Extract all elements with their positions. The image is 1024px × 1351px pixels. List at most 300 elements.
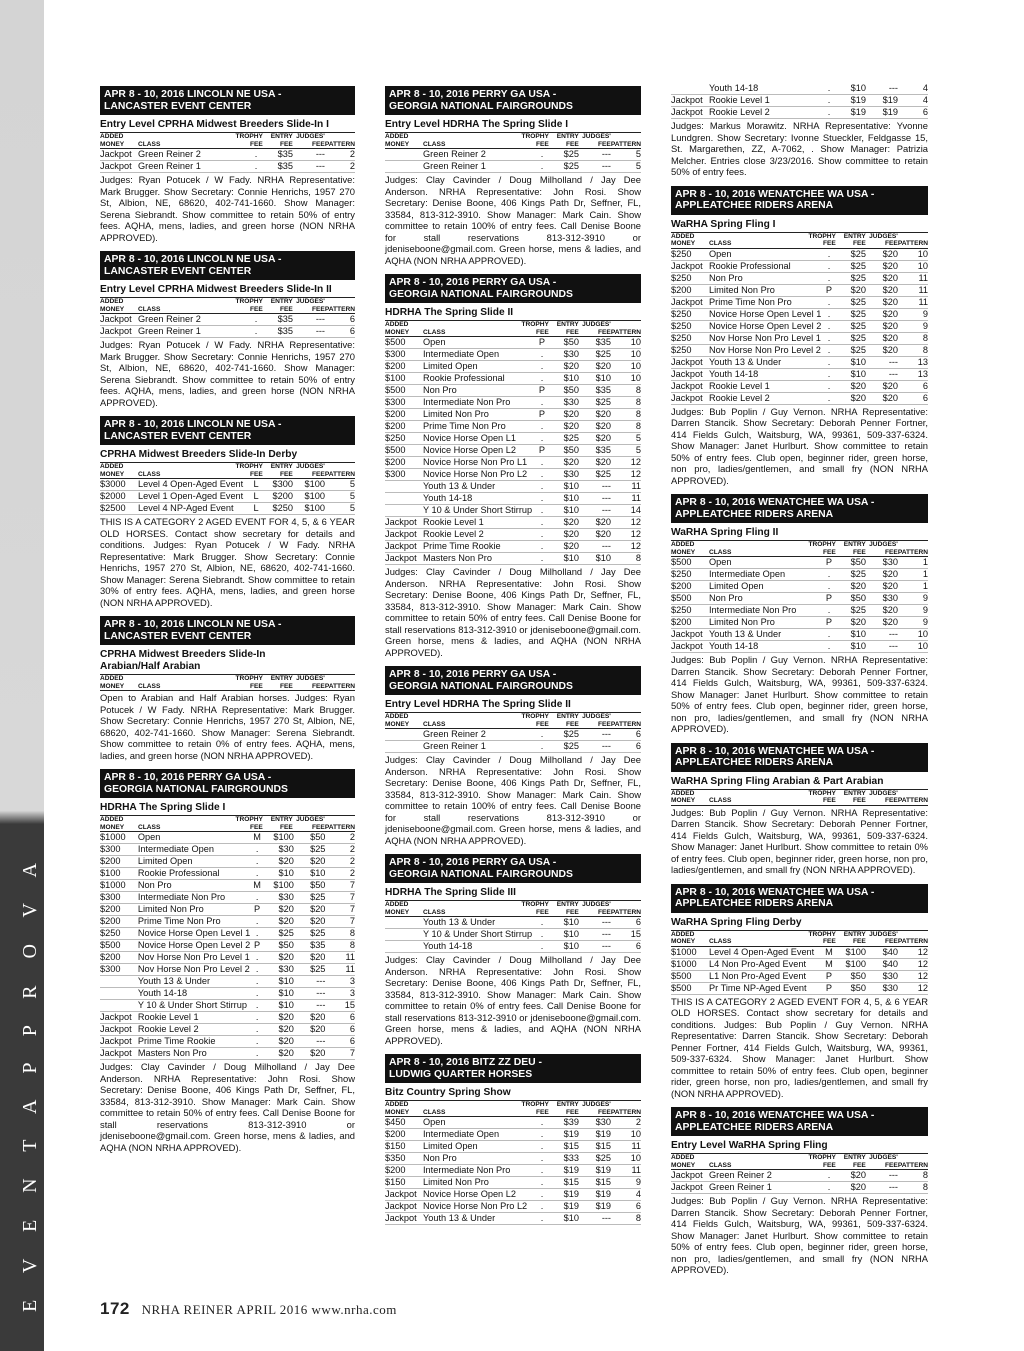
pattern: 6 xyxy=(325,326,355,338)
class-flag: . xyxy=(822,641,836,653)
class-flag: . xyxy=(535,541,549,553)
table-row xyxy=(671,249,928,261)
entry-fee: $10 xyxy=(836,641,866,653)
pattern: 10 xyxy=(611,337,641,349)
event-header: APR 8 - 10, 2016 WENATCHEE WA USA - APPLEATCHEE RIDERS ARENA xyxy=(671,884,928,913)
event-notes: Judges: Ryan Potucek / W Fady. NRHA Representative: Mark Brugger. Show Secretary: Connie Henrichs, 1957 270 St, Albion, NE, 68620, 402-741-1660. Show Manager: Serena Siebrandt. Show committee to retain 50% of entry fees. AQHA, mens, ladies, and green horse (NON NRHA APPROVED). xyxy=(100,339,355,408)
entry-fee: $100 xyxy=(264,880,294,892)
pattern: 2 xyxy=(611,1117,641,1129)
table-row xyxy=(385,481,641,493)
class-name: Nov Horse Non Pro Level 2 xyxy=(137,964,250,974)
pattern: 11 xyxy=(611,1141,641,1153)
judges-fee: --- xyxy=(579,505,611,517)
event-header: APR 8 - 10, 2016 WENATCHEE WA USA - APPLEATCHEE RIDERS ARENA xyxy=(671,494,928,523)
entry-fee: $50 xyxy=(264,940,294,952)
pattern: 2 xyxy=(325,856,355,868)
judges-fee: $15 xyxy=(579,1177,611,1189)
judges-fee: $20 xyxy=(866,308,898,320)
judges-fee: $35 xyxy=(579,385,611,397)
pattern: 11 xyxy=(898,272,928,284)
added-money: Jackpot xyxy=(100,314,138,326)
event-header: APR 8 - 10, 2016 LINCOLN NE USA - LANCASTER EVENT CENTER xyxy=(100,616,355,645)
header-pattern: PATTERN xyxy=(897,1161,928,1169)
class-name: Limited Non Pro xyxy=(423,1177,535,1189)
class-name: Youth 13 & Under xyxy=(709,356,822,368)
header-pattern: PATTERN xyxy=(324,305,355,313)
header-entry-fee: ENTRY FEE xyxy=(843,541,866,556)
class-name: Youth 14-18 xyxy=(709,83,822,95)
header-added-money: ADDED MONEY xyxy=(100,133,125,148)
event-title: WaRHA Spring Fling Arabian & Part Arabian xyxy=(671,775,884,787)
pattern: 5 xyxy=(325,479,355,491)
header-pattern: PATTERN xyxy=(897,240,928,248)
header-trophy-fee: TROPHY FEE xyxy=(235,816,263,831)
entry-fee: $20 xyxy=(264,1024,294,1036)
class-flag: . xyxy=(249,326,263,338)
entry-fee: $15 xyxy=(549,1177,579,1189)
event-notes: THIS IS A CATEGORY 2 AGED EVENT FOR 4, 5, & 6 YEAR OLD HORSES. Contact show secretary for details and conditions. Judges: Bub Poplin / Guy Vernon. NRHA Representative: Darren Stancik. Show Secretary: Deborah Penner Fortner, 414 Fields Gulch, Waitsburg, WA, 99361, 509-337-6324. Show Manager: Janet Hurlburt. Show committee to retain 50% of entry fees. Club open, beginner rider, green horse, non pro, ladies/gentlemen, and small fry (NON NRHA APPROVED). xyxy=(671,995,928,1099)
entry-fee: $39 xyxy=(549,1117,579,1129)
class-flag: . xyxy=(535,1201,549,1213)
entry-fee: $20 xyxy=(264,1012,294,1024)
event-header: APR 8 - 10, 2016 WENATCHEE WA USA - APPLEATCHEE RIDERS ARENA xyxy=(671,1107,928,1136)
table-row xyxy=(671,380,928,392)
class-name: Prime Time Rookie xyxy=(423,541,535,553)
event-title: WaRHA Spring Fling Derby xyxy=(671,916,802,928)
added-money: $1000 xyxy=(100,832,138,844)
header-judges-fee: JUDGES' FEE xyxy=(296,816,325,831)
class-flag: . xyxy=(250,1048,264,1060)
added-money: $500 xyxy=(385,445,423,457)
header-pattern: PATTERN xyxy=(610,908,641,916)
pattern: 12 xyxy=(611,457,641,469)
judges-fee: $20 xyxy=(866,249,898,261)
table-row xyxy=(385,941,641,953)
event-header: APR 8 - 10, 2016 PERRY GA USA - GEORGIA NATIONAL FAIRGROUNDS xyxy=(100,769,355,798)
header-judges-fee: JUDGES' FEE xyxy=(296,133,325,148)
judges-fee: $20 xyxy=(866,320,898,332)
entry-fee: $30 xyxy=(549,349,579,361)
added-money: $100 xyxy=(100,868,138,880)
judges-fee: $20 xyxy=(294,1012,326,1024)
pattern: 5 xyxy=(611,445,641,457)
table-row xyxy=(385,361,641,373)
class-name: Non Pro xyxy=(709,272,822,284)
table-row xyxy=(671,344,928,356)
class-name: Youth 14-18 xyxy=(709,641,822,653)
class-flag: . xyxy=(535,529,549,541)
header-trophy-fee: TROPHY FEE xyxy=(235,133,263,148)
table-row xyxy=(671,557,928,569)
judges-fee: $20 xyxy=(579,421,611,433)
added-money: $150 xyxy=(385,1141,423,1153)
table-row xyxy=(385,409,641,421)
header-class: CLASS xyxy=(138,470,161,478)
table-row xyxy=(385,917,641,929)
entry-fee: $50 xyxy=(549,445,579,457)
table-row xyxy=(100,1036,355,1048)
judges-fee: --- xyxy=(579,941,611,953)
pattern: 11 xyxy=(898,284,928,296)
entry-fee: $19 xyxy=(549,1201,579,1213)
added-money: $500 xyxy=(385,337,423,349)
event-listing xyxy=(385,666,641,846)
entry-fee: $30 xyxy=(549,397,579,409)
event-header: APR 8 - 10, 2016 PERRY GA USA - GEORGIA NATIONAL FAIRGROUNDS xyxy=(385,86,641,115)
class-name: Green Reiner 1 xyxy=(423,741,535,753)
class-name: Youth 13 & Under xyxy=(709,629,822,641)
table-row xyxy=(671,617,928,629)
pattern: 8 xyxy=(325,928,355,940)
header-class: CLASS xyxy=(423,140,446,148)
judges-fee: --- xyxy=(293,149,325,161)
event-header: APR 8 - 10, 2016 PERRY GA USA - GEORGIA NATIONAL FAIRGROUNDS xyxy=(385,666,641,695)
entry-fee: $10 xyxy=(264,1000,294,1012)
event-header: APR 8 - 10, 2016 WENATCHEE WA USA - APPLEATCHEE RIDERS ARENA xyxy=(671,186,928,215)
pattern: 12 xyxy=(611,517,641,529)
entry-fee: $10 xyxy=(264,868,294,880)
added-money: $300 xyxy=(385,349,423,361)
event-header: APR 8 - 10, 2016 WENATCHEE WA USA - APPLEATCHEE RIDERS ARENA xyxy=(671,743,928,772)
entry-fee: $20 xyxy=(549,361,579,373)
header-judges-fee: JUDGES' FEE xyxy=(296,298,325,313)
class-name: Limited Open xyxy=(423,1141,535,1153)
class-name: Green Reiner 1 xyxy=(423,161,535,173)
added-money: Jackpot xyxy=(385,553,423,565)
added-money: Jackpot xyxy=(671,1170,709,1182)
header-entry-fee: ENTRY FEE xyxy=(843,789,866,805)
entry-fee: $10 xyxy=(549,481,579,493)
entry-fee: $10 xyxy=(549,941,579,953)
header-entry-fee: ENTRY FEE xyxy=(556,1101,579,1116)
class-flag: . xyxy=(535,457,549,469)
pattern: 11 xyxy=(611,481,641,493)
class-name: Rookie Professional xyxy=(709,260,822,272)
header-pattern: PATTERN xyxy=(610,328,641,336)
added-money: Jackpot xyxy=(671,380,709,392)
pattern: 11 xyxy=(325,952,355,964)
judges-fee: $19 xyxy=(866,95,898,107)
table-row xyxy=(671,284,928,296)
header-entry-fee: ENTRY FEE xyxy=(843,1154,866,1169)
judges-fee: --- xyxy=(579,161,611,173)
header-judges-fee: JUDGES' FEE xyxy=(582,901,611,916)
class-flag: . xyxy=(535,929,549,941)
event-title: Entry Level HDRHA The Spring Slide I xyxy=(385,119,569,131)
header-trophy-fee: TROPHY FEE xyxy=(235,675,263,690)
class-flag: . xyxy=(535,349,549,361)
table-row xyxy=(100,880,355,892)
entry-fee: $25 xyxy=(836,332,866,344)
judges-fee: $20 xyxy=(866,569,898,581)
class-name: Y 10 & Under Short Stirrup xyxy=(423,929,535,941)
event-listing xyxy=(671,83,928,178)
pattern: 6 xyxy=(611,1201,641,1213)
pattern: 8 xyxy=(898,344,928,356)
entry-fee: $100 xyxy=(264,832,294,844)
class-table-header xyxy=(100,297,355,314)
pattern: 10 xyxy=(898,249,928,261)
pattern: 10 xyxy=(611,373,641,385)
header-added-money: ADDED MONEY xyxy=(385,133,410,148)
entry-fee: $20 xyxy=(549,541,579,553)
header-entry-fee: ENTRY FEE xyxy=(843,930,866,946)
judges-fee: --- xyxy=(866,83,898,95)
table-row xyxy=(385,469,641,481)
table-row xyxy=(385,1129,641,1141)
class-flag: . xyxy=(250,964,264,976)
class-table-header xyxy=(100,674,355,691)
class-table xyxy=(671,83,928,119)
section-label: E V E N T A P P R O V A L S xyxy=(19,852,75,1312)
header-pattern: PATTERN xyxy=(610,720,641,728)
table-row xyxy=(100,1012,355,1024)
judges-fee: $19 xyxy=(579,1129,611,1141)
header-entry-fee: ENTRY FEE xyxy=(556,901,579,916)
pattern: 12 xyxy=(898,947,928,959)
added-money: Jackpot xyxy=(385,517,423,529)
judges-fee: $30 xyxy=(579,1117,611,1129)
added-money: $200 xyxy=(385,1165,423,1177)
added-money: $350 xyxy=(385,1153,423,1165)
judges-fee: $20 xyxy=(579,457,611,469)
event-title: Entry Level WaRHA Spring Fling xyxy=(671,1140,828,1152)
table-row xyxy=(100,832,355,844)
class-flag: . xyxy=(822,629,836,641)
class-table-header xyxy=(100,462,355,479)
header-added-money: ADDED MONEY xyxy=(100,463,125,478)
class-name: Limited Open xyxy=(709,581,822,593)
pattern: 9 xyxy=(898,308,928,320)
pattern: 6 xyxy=(898,392,928,404)
added-money: $1000 xyxy=(671,947,709,959)
event-listing xyxy=(100,769,355,1153)
class-name: Intermediate Open xyxy=(423,1129,535,1141)
class-flag: P xyxy=(822,557,836,569)
added-money: Jackpot xyxy=(100,149,138,161)
table-row xyxy=(385,349,641,361)
table-row xyxy=(385,493,641,505)
table-row xyxy=(385,457,641,469)
class-name: Level 1 Open-Aged Event xyxy=(138,491,249,503)
event-notes: Judges: Bub Poplin / Guy Vernon. NRHA Representative: Darren Stancik. Show Secretary: Deborah Penner Fortner, 414 Fields Gulch, Waitsburg, WA, 99361, 509-337-6324. Show Manager: Janet Hurlburt. Show committee to retain 50% of entry fees. Club open, beginner rider, green horse, non pro, ladies/gentlemen, and small fry (NON NRHA APPROVED). xyxy=(671,405,928,486)
table-row xyxy=(100,1048,355,1060)
pattern: 11 xyxy=(611,1165,641,1177)
header-class: CLASS xyxy=(423,1108,446,1116)
table-row xyxy=(385,397,641,409)
class-flag: . xyxy=(249,314,263,326)
pattern: 2 xyxy=(325,149,355,161)
entry-fee: $19 xyxy=(549,1189,579,1201)
event-notes: Judges: Bub Poplin / Guy Vernon. NRHA Representative: Darren Stancik. Show Secretary: Deborah Penner Fortner, 414 Fields Gulch, Waitsburg, WA, 99361, 509-337-6324. Show Manager: Janet Hurlburt. Show committee to retain 50% of entry fees. Club open, beginner rider, green horse, non pro, ladies/gentlemen, and small fry (NON NRHA APPROVED). xyxy=(671,1195,928,1275)
added-money: $250 xyxy=(671,332,709,344)
table-row xyxy=(385,517,641,529)
header-added-money: ADDED MONEY xyxy=(671,930,696,946)
pattern: 15 xyxy=(325,1000,355,1012)
added-money: $250 xyxy=(671,344,709,356)
judges-fee: $30 xyxy=(866,593,898,605)
entry-fee: $50 xyxy=(836,970,866,982)
pattern: 6 xyxy=(898,107,928,119)
added-money: $500 xyxy=(671,557,709,569)
class-flag: . xyxy=(822,356,836,368)
pattern: 9 xyxy=(611,1177,641,1189)
class-flag: . xyxy=(250,988,264,1000)
header-judges-fee: JUDGES' FEE xyxy=(582,133,611,148)
table-row xyxy=(385,1117,641,1129)
entry-fee: $25 xyxy=(836,249,866,261)
header-added-money: ADDED MONEY xyxy=(385,321,410,336)
added-money: $250 xyxy=(671,249,709,261)
entry-fee: $10 xyxy=(836,83,866,95)
added-money xyxy=(385,929,423,941)
class-flag: . xyxy=(822,308,836,320)
added-money xyxy=(100,976,138,988)
added-money: Jackpot xyxy=(671,356,709,368)
class-name: Green Reiner 1 xyxy=(709,1182,822,1194)
event-listing xyxy=(671,743,928,876)
class-flag: . xyxy=(822,1170,836,1182)
pattern: 15 xyxy=(611,929,641,941)
class-table-header xyxy=(385,900,641,917)
class-name: Youth 13 & Under xyxy=(138,976,250,988)
entry-fee: $25 xyxy=(836,344,866,356)
entry-fee: $30 xyxy=(264,892,294,904)
judges-fee: --- xyxy=(293,161,325,173)
pattern: 7 xyxy=(325,880,355,892)
entry-fee: $25 xyxy=(549,729,579,741)
class-table xyxy=(385,917,641,953)
judges-fee: --- xyxy=(866,1170,898,1182)
header-judges-fee: JUDGES' FEE xyxy=(869,930,898,946)
class-name: Novice Horse Open Level 2 xyxy=(137,940,251,950)
table-row xyxy=(385,553,641,565)
class-flag: . xyxy=(250,1036,264,1048)
pattern: 12 xyxy=(611,469,641,481)
table-row xyxy=(100,491,355,503)
class-name: Non Pro xyxy=(709,593,822,605)
class-table xyxy=(385,729,641,753)
entry-fee: $20 xyxy=(264,952,294,964)
entry-fee: $20 xyxy=(836,617,866,629)
pattern: 12 xyxy=(611,541,641,553)
column-3 xyxy=(671,83,928,1284)
pattern: 6 xyxy=(611,741,641,753)
pattern: 8 xyxy=(611,409,641,421)
header-judges-fee: JUDGES' FEE xyxy=(296,463,325,478)
class-name: Non Pro xyxy=(423,385,535,397)
class-name: Open xyxy=(138,832,250,844)
class-table xyxy=(671,947,928,995)
table-row xyxy=(671,641,928,653)
class-flag: P xyxy=(535,337,549,349)
class-flag: . xyxy=(535,481,549,493)
class-flag: . xyxy=(250,856,264,868)
entry-fee: $30 xyxy=(264,964,294,976)
class-flag: . xyxy=(822,260,836,272)
header-judges-fee: JUDGES' FEE xyxy=(869,1154,898,1169)
judges-fee: $20 xyxy=(866,284,898,296)
table-row xyxy=(671,83,928,95)
table-row xyxy=(100,856,355,868)
class-name: Youth 14-18 xyxy=(709,368,822,380)
entry-fee: $20 xyxy=(549,457,579,469)
event-title: Entry Level CPRHA Midwest Breeders Slide-In I xyxy=(100,119,329,131)
header-added-money: ADDED MONEY xyxy=(100,816,125,831)
entry-fee: $19 xyxy=(836,107,866,119)
class-flag: . xyxy=(535,373,549,385)
header-judges-fee: JUDGES' FEE xyxy=(869,541,898,556)
class-flag: . xyxy=(535,1165,549,1177)
class-name: Limited Open xyxy=(138,856,250,868)
judges-fee: $20 xyxy=(579,529,611,541)
pattern: 6 xyxy=(325,1024,355,1036)
header-entry-fee: ENTRY FEE xyxy=(270,133,293,148)
class-name: Limited Open xyxy=(423,361,535,373)
class-flag: P xyxy=(822,284,836,296)
class-flag: . xyxy=(822,95,836,107)
entry-fee: $25 xyxy=(836,272,866,284)
table-row xyxy=(100,892,355,904)
pattern: 9 xyxy=(898,617,928,629)
added-money: $1000 xyxy=(100,880,138,892)
added-money: Jackpot xyxy=(671,368,709,380)
judges-fee: $100 xyxy=(293,479,325,491)
class-flag: . xyxy=(535,1189,549,1201)
entry-fee: $35 xyxy=(263,314,293,326)
class-flag: . xyxy=(250,1000,264,1012)
table-row xyxy=(671,320,928,332)
pattern: 13 xyxy=(898,368,928,380)
judges-fee: --- xyxy=(579,929,611,941)
class-flag: . xyxy=(535,1117,549,1129)
table-row xyxy=(671,970,928,982)
header-added-money: ADDED MONEY xyxy=(100,298,125,313)
entry-fee: $35 xyxy=(263,149,293,161)
class-flag: . xyxy=(822,569,836,581)
class-flag: . xyxy=(250,916,264,928)
judges-fee: $19 xyxy=(866,107,898,119)
entry-fee: $10 xyxy=(836,356,866,368)
added-money: $200 xyxy=(385,457,423,469)
judges-fee: $50 xyxy=(294,880,326,892)
entry-fee: $25 xyxy=(836,260,866,272)
judges-fee: $20 xyxy=(866,260,898,272)
table-row xyxy=(100,928,355,940)
class-name: Novice Horse Open Level 1 xyxy=(137,928,251,938)
class-name: Prime Time Non Pro xyxy=(138,916,250,928)
pattern: 10 xyxy=(611,361,641,373)
pattern: 2 xyxy=(325,832,355,844)
table-row xyxy=(385,445,641,457)
added-money: Jackpot xyxy=(671,641,709,653)
judges-fee: --- xyxy=(294,976,326,988)
class-flag: . xyxy=(822,272,836,284)
class-name: Rookie Level 2 xyxy=(709,392,822,404)
added-money: $300 xyxy=(385,469,423,481)
class-flag: . xyxy=(822,380,836,392)
added-money xyxy=(100,988,138,1000)
header-class: CLASS xyxy=(138,823,161,831)
header-trophy-fee: TROPHY FEE xyxy=(235,463,263,478)
class-flag: . xyxy=(822,107,836,119)
header-class: CLASS xyxy=(138,140,161,148)
header-class: CLASS xyxy=(423,328,446,336)
header-class: CLASS xyxy=(423,720,446,728)
judges-fee: $20 xyxy=(866,581,898,593)
class-name: Level 4 Open-Aged Event xyxy=(709,947,822,959)
judges-fee: --- xyxy=(866,629,898,641)
